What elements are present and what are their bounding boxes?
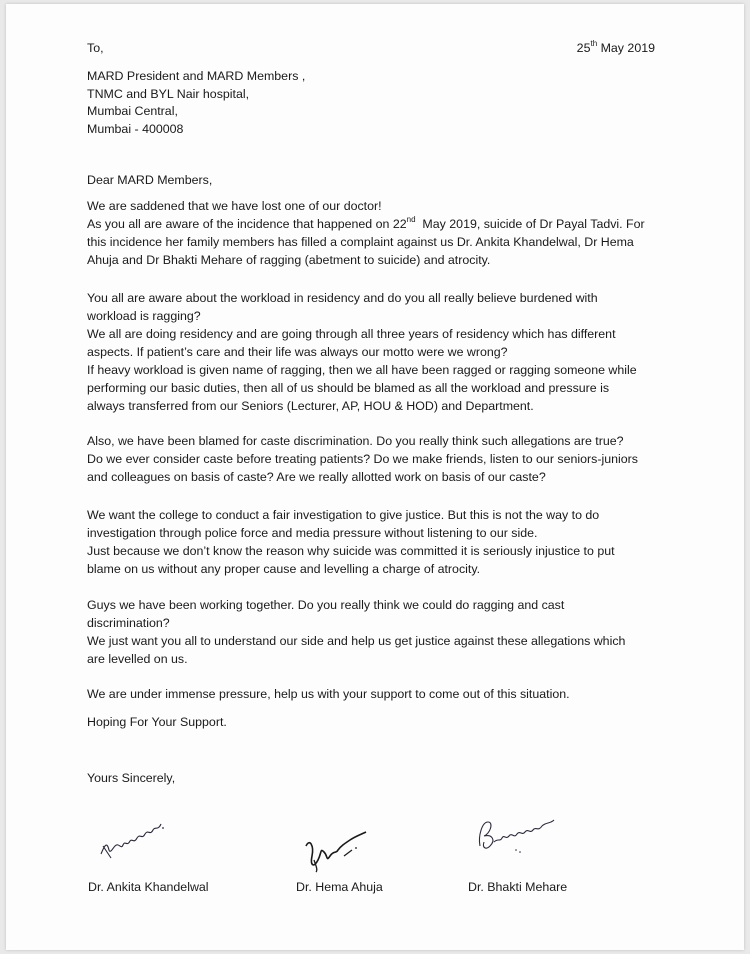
paragraph-line: We just want you all to understand our side and help us get justice against these allegations which [87,634,626,648]
letter-date [576,38,655,55]
signature-khandelwal [97,814,169,864]
paragraph-line: and colleagues on basis of caste? Are we really allotted work on basis of our caste? [87,470,546,484]
paragraph-line: blame on us without any proper cause and levelling a charge of atrocity. [87,562,481,576]
signature-mehare [472,812,562,862]
paragraph-line: performing our basic duties, then all of us should be blamed as all the workload and pressure is [87,381,610,395]
text-span: May 2019, suicide of Dr Payal Tadvi. For [415,217,645,231]
signatory-name: Dr. Hema Ahuja [296,880,383,894]
paragraph-line: Do we ever consider caste before treating patients? Do we make friends, listen to our seniors-juniors [87,452,638,466]
date-suffix: th [590,38,598,48]
paragraph-line: this incidence her family members has filled a complaint against us Dr. Ankita Khandelwal, Dr Hema [87,235,634,249]
paragraph-5 [87,596,662,668]
paragraph-line [87,215,662,233]
signatory-name: Dr. Ankita Khandelwal [88,880,209,894]
paragraph-4 [87,506,662,578]
address-line: TNMC and BYL Nair hospital, [87,86,250,101]
text-span: As you all are aware of the incidence that happened on 22 [87,217,407,231]
paragraph-1 [87,197,662,269]
paragraph-3 [87,432,662,486]
address-line: MARD President and MARD Members , [87,69,306,83]
superscript: nd [406,214,416,224]
signature-ahuja [300,826,370,874]
paragraph-line: We all are doing residency and are going through all three years of residency which has different [87,327,616,341]
paragraph-line: If heavy workload is given name of ragging, then we all have been ragged or ragging someone while [87,363,637,377]
paragraph-line: always transferred from our Seniors (Lecturer, AP, HOU & HOD) and Department. [87,399,534,413]
recipient-address [87,68,305,138]
paragraph-2 [87,289,662,415]
date-rest: May 2019 [597,41,655,55]
paragraph-line: We want the college to conduct a fair investigation to give justice. But this is not the way to do [87,508,600,522]
date-day: 25 [576,41,591,55]
paragraph-line: discrimination? [87,616,170,630]
paragraph-line: Also, we have been blamed for caste discrimination. Do you really think such allegations are true? [87,434,624,448]
paragraph-line: investigation through police force and media pressure without listening to our side. [87,526,538,540]
paragraph-line: are levelled on us. [87,652,188,666]
paragraph-7: Hoping For Your Support. [87,715,227,729]
paragraph-line: Guys we have been working together. Do you really think we could do ragging and cast [87,598,565,612]
address-line: Mumbai - 400008 [87,121,184,136]
paragraph-line: workload is ragging? [87,309,201,323]
salutation: Dear MARD Members, [87,173,213,187]
address-line: Mumbai Central, [87,104,178,118]
paragraph-line: aspects. If patient’s care and their life was always our motto were we wrong? [87,345,508,359]
paragraph-line: We are saddened that we have lost one of our doctor! [87,199,382,213]
paragraph-line: You all are aware about the workload in residency and do you all really believe burdened with [87,291,598,305]
paragraph-6: We are under immense pressure, help us with your support to come out of this situation. [87,687,570,701]
signatory-name: Dr. Bhakti Mehare [468,880,568,894]
letter-to: To, [87,41,104,55]
closing: Yours Sincerely, [87,771,176,785]
paragraph-line: Ahuja and Dr Bhakti Mehare of ragging (abetment to suicide) and atrocity. [87,253,491,267]
paragraph-line: Just because we don’t know the reason why suicide was committed it is seriously injustice to put [87,544,615,558]
